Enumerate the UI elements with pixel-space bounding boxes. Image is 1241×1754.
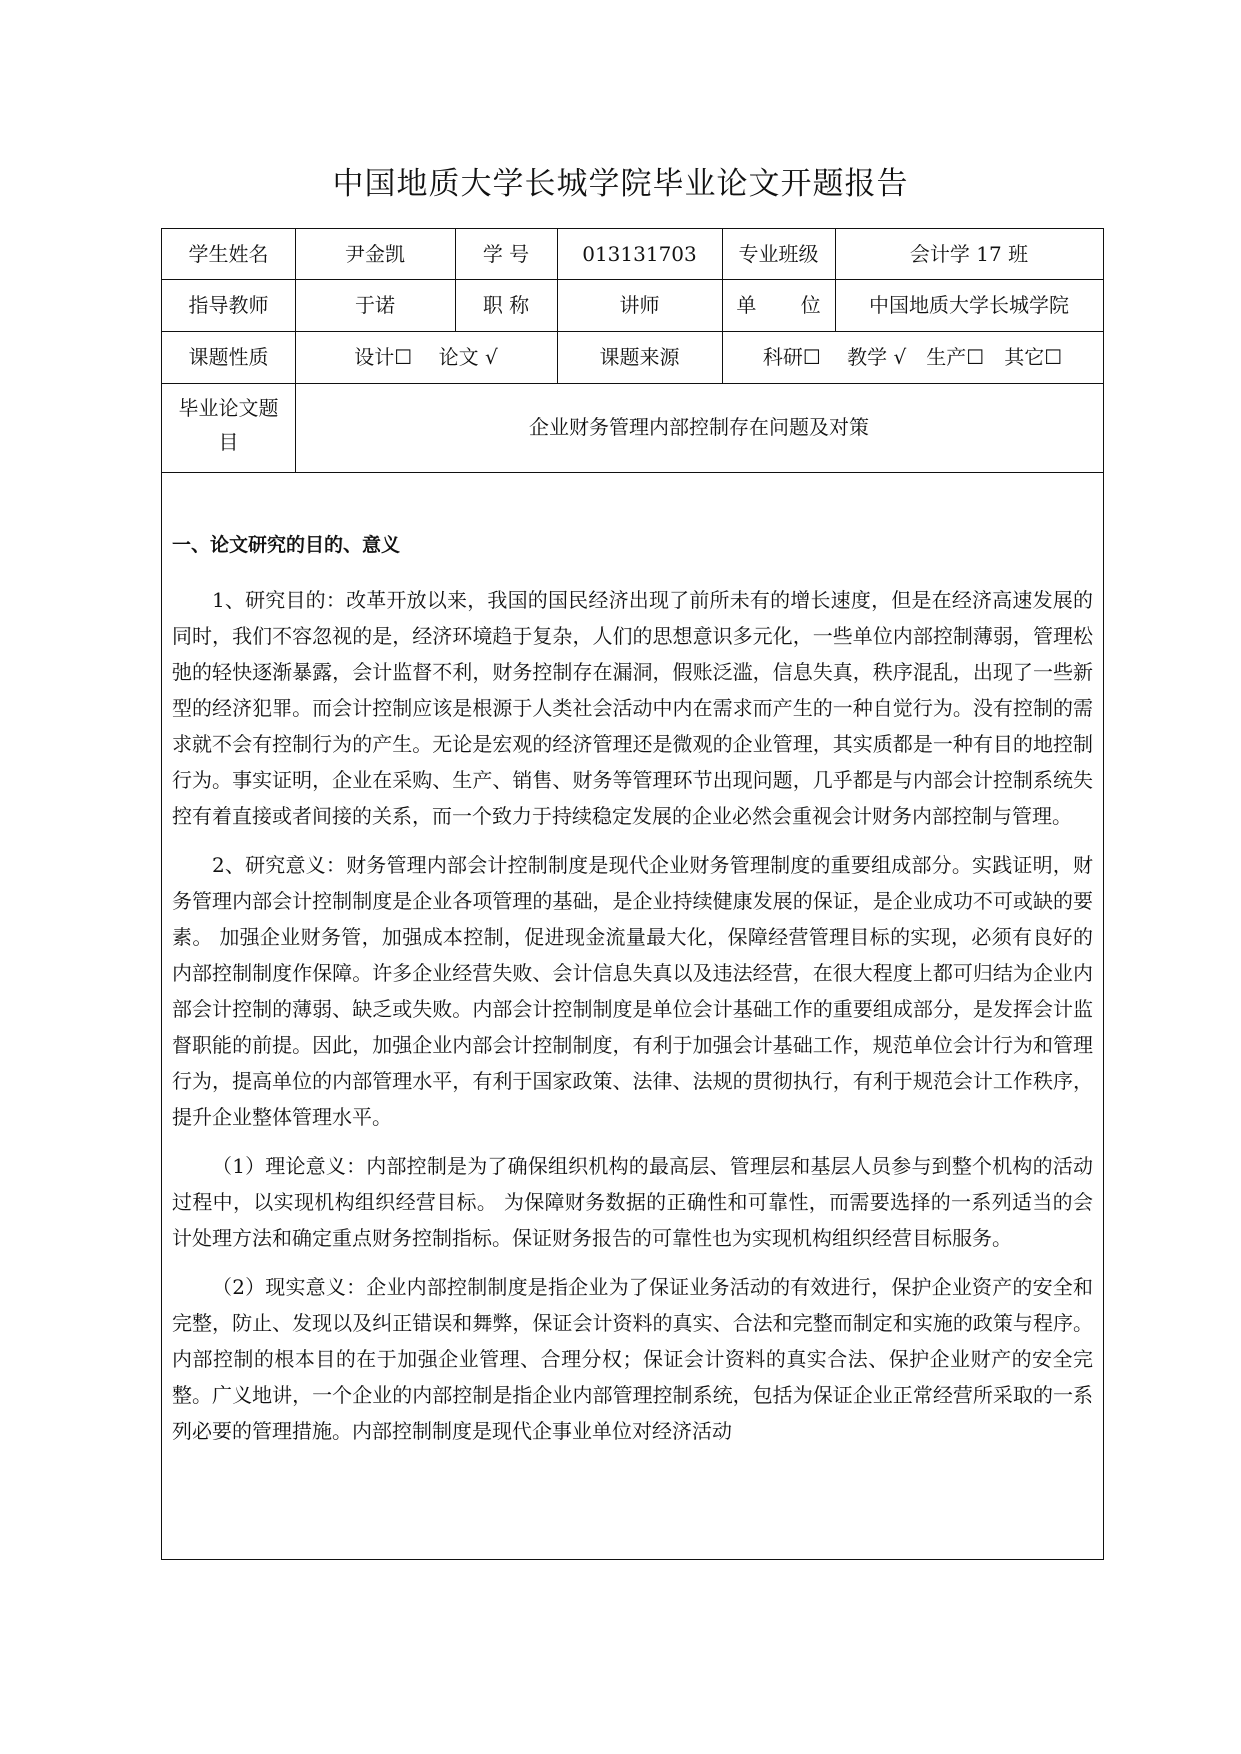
page-title: 中国地质大学长城学院毕业论文开题报告 <box>332 166 909 202</box>
source-label: 课题来源 <box>599 345 680 369</box>
rank-label: 职 称 <box>482 293 530 317</box>
student-name-label: 学生姓名 <box>188 242 269 266</box>
paragraph-theoretical-significance: （1）理论意义：内部控制是为了确保组织机构的最高层、管理层和基层人员参与到整个机构的活动过程中，以实现机构组织经营目标。 为保障财务数据的正确性和可靠性，而需要选择的一系列适当的会计处理方法和确定重点财务控制指标。保证财务报告的可靠性也为实现机构组织经营目标服务。 <box>172 1154 1093 1250</box>
topic-label-line2: 目 <box>218 430 239 454</box>
section-heading: 一、论文研究的目的、意义 <box>172 534 401 556</box>
student-id-value: 013131703 <box>582 242 697 266</box>
topic-value: 企业财务管理内部控制存在问题及对策 <box>529 415 869 439</box>
row-divider <box>162 472 1103 473</box>
section-purpose-significance <box>172 526 1093 1462</box>
row-divider <box>162 279 1103 280</box>
advisor-value: 于诺 <box>355 293 395 317</box>
unit-value: 中国地质大学长城学院 <box>869 293 1069 317</box>
row-divider <box>162 331 1103 332</box>
unit-label: 单 位 <box>736 293 821 317</box>
class-label: 专业班级 <box>738 242 819 266</box>
paragraph-practical-significance: （2）现实意义：企业内部控制制度是指企业为了保证业务活动的有效进行，保护企业资产的安全和完整，防止、发现以及纠正错误和舞弊，保证会计资料的真实、合法和完整而制定和实施的政策与程序。内部控制的根本目的在于加强企业管理、合理分权；保证会计资料的真实合法、保护企业财产的安全完整。广义地讲，一个企业的内部控制是指企业内部管理控制系统，包括为保证企业正常经营所采取的一系列必要的管理措施。内部控制制度是现代企事业单位对经济活动 <box>172 1275 1093 1443</box>
row-divider <box>162 383 1103 384</box>
advisor-label: 指导教师 <box>188 293 269 317</box>
nature-label: 课题性质 <box>188 345 269 369</box>
student-id-label: 学 号 <box>482 242 530 266</box>
topic-label <box>162 391 295 459</box>
source-value: 科研☐ 教学 √ 生产☐ 其它☐ <box>762 345 1063 369</box>
paragraph-research-purpose: 1、研究目的：改革开放以来，我国的国民经济出现了前所未有的增长速度，但是在经济高速发展的同时，我们不容忽视的是，经济环境趋于复杂，人们的思想意识多元化，一些单位内部控制薄弱，管理松弛的轻快逐渐暴露，会计监督不利，财务控制存在漏洞，假账泛滥，信息失真，秩序混乱，出现了一些新型的经济犯罪。而会计控制应该是根源于人类社会活动中内在需求而产生的一种自觉行为。没有控制的需求就不会有控制行为的产生。无论是宏观的经济管理还是微观的企业管理，其实质都是一种有目的地控制行为。事实证明，企业在采购、生产、销售、财务等管理环节出现问题，几乎都是与内部会计控制系统失控有着直接或者间接的关系，而一个致力于持续稳定发展的企业必然会重视会计财务内部控制与管理。 <box>172 588 1093 828</box>
student-name-value: 尹金凯 <box>345 242 405 266</box>
rank-value: 讲师 <box>619 293 660 317</box>
class-value: 会计学 17 班 <box>909 242 1029 266</box>
topic-label-line1: 毕业论文题 <box>178 396 279 420</box>
report-form-table <box>161 228 1104 1560</box>
nature-value: 设计☐ 论文 √ <box>354 345 498 369</box>
paragraph-research-significance: 2、研究意义：财务管理内部会计控制制度是现代企业财务管理制度的重要组成部分。实践证明，财务管理内部会计控制制度是企业各项管理的基础，是企业持续健康发展的保证，是企业成功不可或缺的要素。 加强企业财务管，加强成本控制，促进现金流量最大化，保障经营管理目标的实现，必须有良好的内部控制制度作保障。许多企业经营失败、会计信息失真以及违法经营，在很大程度上都可归结为企业内部会计控制的薄弱、缺乏或失败。内部会计控制制度是单位会计基础工作的重要组成部分，是发挥会计监督职能的前提。因此，加强企业内部会计控制制度，有利于加强会计基础工作，规范单位会计行为和管理行为，提高单位的内部管理水平，有利于国家政策、法律、法规的贯彻执行，有利于规范会计工作秩序，提升企业整体管理水平。 <box>172 853 1093 1129</box>
